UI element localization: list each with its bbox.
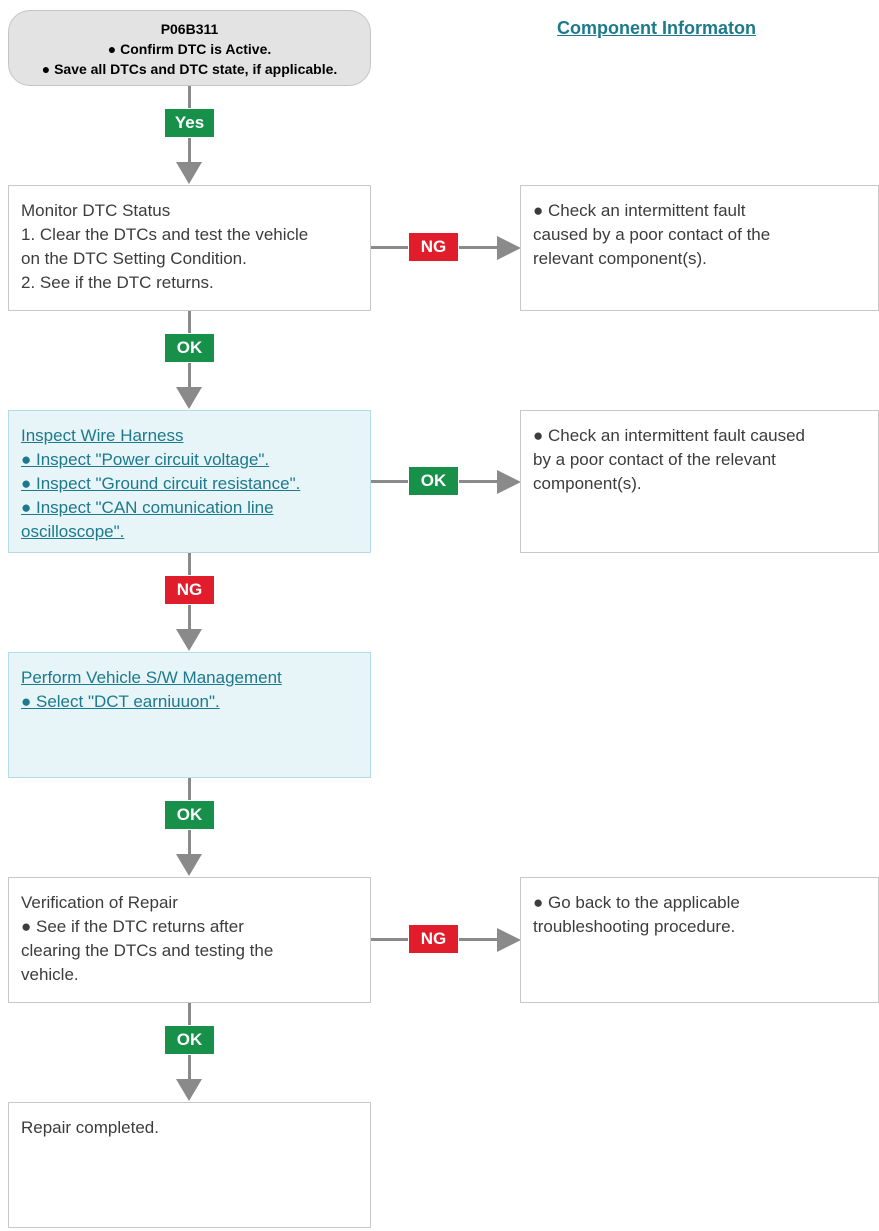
monitor-line: 2. See if the DTC returns.: [21, 273, 214, 292]
arrow-down: [176, 854, 202, 876]
ok-label: OK: [164, 800, 215, 830]
side-text: caused by a poor contact of the: [533, 225, 771, 244]
ok-label: OK: [408, 466, 459, 496]
repair-completed-text: Repair completed.: [21, 1118, 159, 1137]
side-text: relevant component(s).: [533, 249, 707, 268]
arrow-down: [176, 1079, 202, 1101]
side-text: troubleshooting procedure.: [533, 917, 736, 936]
ng-label: NG: [408, 232, 459, 262]
yes-label: Yes: [164, 108, 215, 138]
start-line-2: ● Save all DTCs and DTC state, if applicable.: [41, 61, 338, 77]
arrow-down: [176, 162, 202, 184]
ng-label: NG: [164, 575, 215, 605]
start-line-1: ● Confirm DTC is Active.: [107, 41, 272, 57]
arrow-right: [497, 470, 521, 494]
go-back-box: [520, 877, 879, 1003]
arrow-right: [497, 236, 521, 260]
verification-box: [8, 877, 371, 1003]
side-text: ● Go back to the applicable: [533, 893, 740, 912]
verification-line: clearing the DTCs and testing the: [21, 941, 274, 960]
ok-label: OK: [164, 333, 215, 363]
side-text: component(s).: [533, 474, 642, 493]
ok-label: OK: [164, 1025, 215, 1055]
arrow-down: [176, 629, 202, 651]
intermittent-fault-box: [520, 410, 879, 553]
ground-circuit-link[interactable]: ● Inspect "Ground circuit resistance".: [21, 474, 301, 493]
monitor-line: on the DTC Setting Condition.: [21, 249, 247, 268]
can-line-link-cont[interactable]: oscilloscope".: [21, 522, 125, 541]
ng-label: NG: [408, 924, 459, 954]
monitor-title: Monitor DTC Status: [21, 201, 171, 220]
side-text: by a poor contact of the relevant: [533, 450, 776, 469]
intermittent-fault-box: [520, 185, 879, 311]
monitor-line: 1. Clear the DTCs and test the vehicle: [21, 225, 309, 244]
inspect-wire-harness-box: [8, 410, 371, 553]
side-text: ● Check an intermittent fault caused: [533, 426, 806, 445]
verification-title: Verification of Repair: [21, 893, 178, 912]
verification-line: vehicle.: [21, 965, 79, 984]
can-line-link[interactable]: ● Inspect "CAN comunication line: [21, 498, 274, 517]
arrow-right: [497, 928, 521, 952]
verification-line: ● See if the DTC returns after: [21, 917, 244, 936]
component-info-link[interactable]: Component Informaton: [557, 18, 756, 38]
side-text: ● Check an intermittent fault: [533, 201, 746, 220]
dtc-code: P06B311: [160, 21, 219, 37]
start-box: [8, 10, 371, 86]
inspect-wire-harness-link[interactable]: Inspect Wire Harness: [21, 426, 184, 445]
monitor-dtc-box: [8, 185, 371, 311]
arrow-down: [176, 387, 202, 409]
repair-completed-box: [8, 1102, 371, 1228]
select-dct-link[interactable]: ● Select "DCT earniuuon".: [21, 692, 220, 711]
power-circuit-link[interactable]: ● Inspect "Power circuit voltage".: [21, 450, 270, 469]
sw-management-box: [8, 652, 371, 778]
sw-management-link[interactable]: Perform Vehicle S/W Management: [21, 668, 282, 687]
